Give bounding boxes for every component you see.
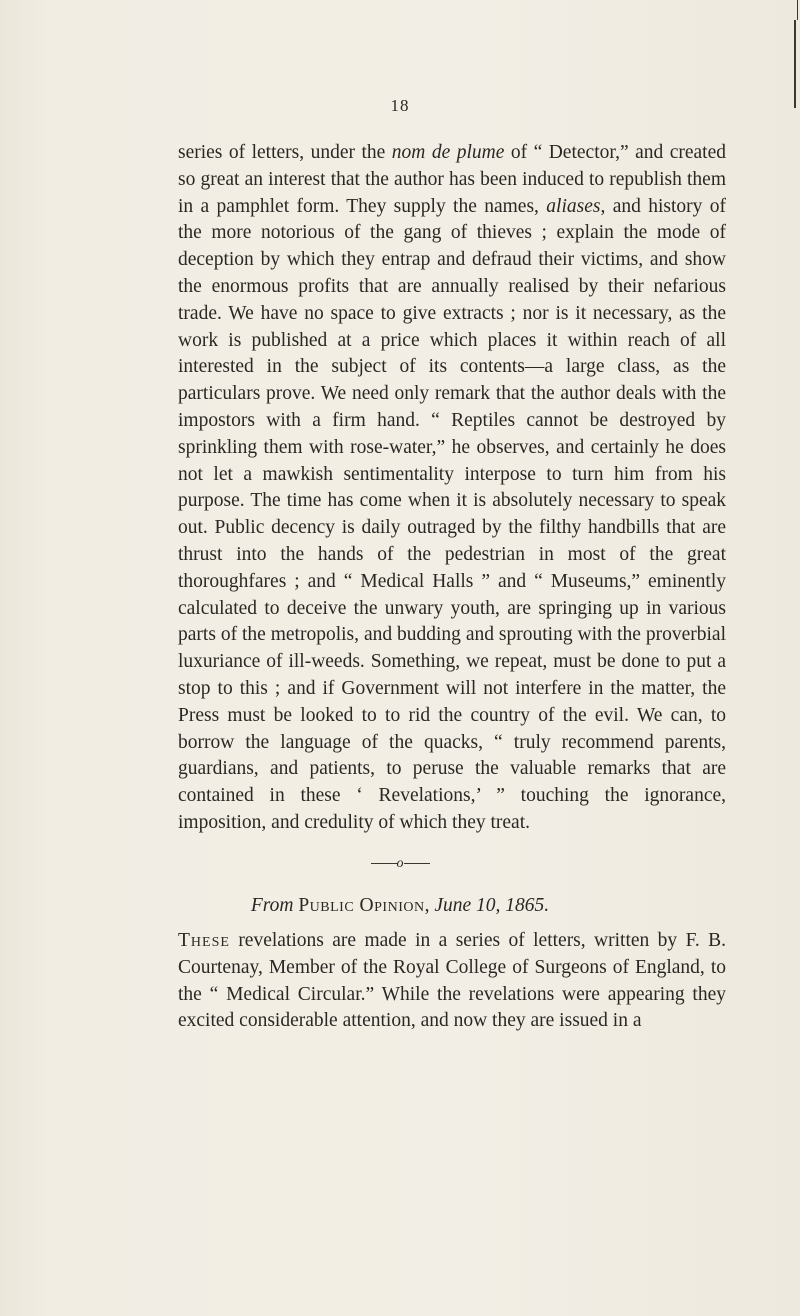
source-publication: Public Opinion bbox=[298, 895, 425, 916]
source-date: June 10, 1865. bbox=[434, 895, 550, 916]
text-segment: of “ Detector,” and created so great an interest that the author has been induced to republish them in a pamphlet form. They supply the names, bbox=[178, 142, 726, 217]
separator-mark: o bbox=[396, 856, 404, 871]
separator-line-left bbox=[371, 863, 397, 864]
review-body bbox=[178, 140, 726, 837]
source-heading: From Public Opinion, June 10, 1865. bbox=[250, 895, 550, 916]
second-review-body bbox=[178, 928, 726, 1035]
review-paragraph bbox=[178, 928, 726, 1035]
italic-phrase: nom de plume bbox=[391, 142, 505, 163]
scan-edge-mark bbox=[797, 0, 798, 20]
text-segment: revelations are made in a series of letters, written by F. B. Courtenay, Member of the Royal College of Surgeons of England, to the “ Medical Circular.” While the revelations were appearing they excited considerable attention, and now they are issued in a bbox=[178, 930, 726, 1032]
separator-line-right bbox=[404, 863, 430, 864]
scan-edge-mark bbox=[794, 20, 796, 108]
lead-word: These bbox=[178, 930, 230, 951]
page-number: 18 bbox=[390, 96, 410, 115]
review-paragraph bbox=[178, 140, 726, 837]
section-separator bbox=[0, 856, 800, 872]
text-segment: , and history of the more notorious of the gang of thieves ; explain the mode of deception by which they entrap and defraud their victims, and show the enormous profits that are annually realised by their nefarious trade. We have no space to give extracts ; nor is it necessary, as the work is published at a price which places it within reach of all interested in the subject of its contents—a large class, as the particulars prove. We need only remark that the author deals with the impostors with a firm hand. “ Reptiles cannot be destroyed by sprinkling them with rose-water,” he observes, and certainly he does not let a mawkish sentimentality interpose to turn him from his purpose. The time has come when it is absolutely necessary to speak out. Public decency is daily outraged by the filthy handbills that are thrust into the hands of the pedestrian in most of the great thoroughfares ; and “ Medical Halls ” and “ Museums,” eminently calculated to deceive the unwary youth, are springing up in various parts of the metropolis, and budding and sprouting with the proverbial luxuriance of ill-weeds. Something, we repeat, must be done to put a stop to this ; and if Government will not interfere in the matter, the Press must be looked to to rid the country of the evil. We can, to borrow the language of the quacks, “ truly recommend parents, guardians, and patients, to peruse the valuable remarks that are contained in these ‘ Revelations,’ ” touching the ignorance, imposition, and credulity of which they treat. bbox=[178, 195, 726, 833]
text-segment: series of letters, under the bbox=[178, 142, 392, 163]
italic-word: aliases bbox=[546, 195, 601, 217]
source-from: From bbox=[250, 895, 294, 916]
